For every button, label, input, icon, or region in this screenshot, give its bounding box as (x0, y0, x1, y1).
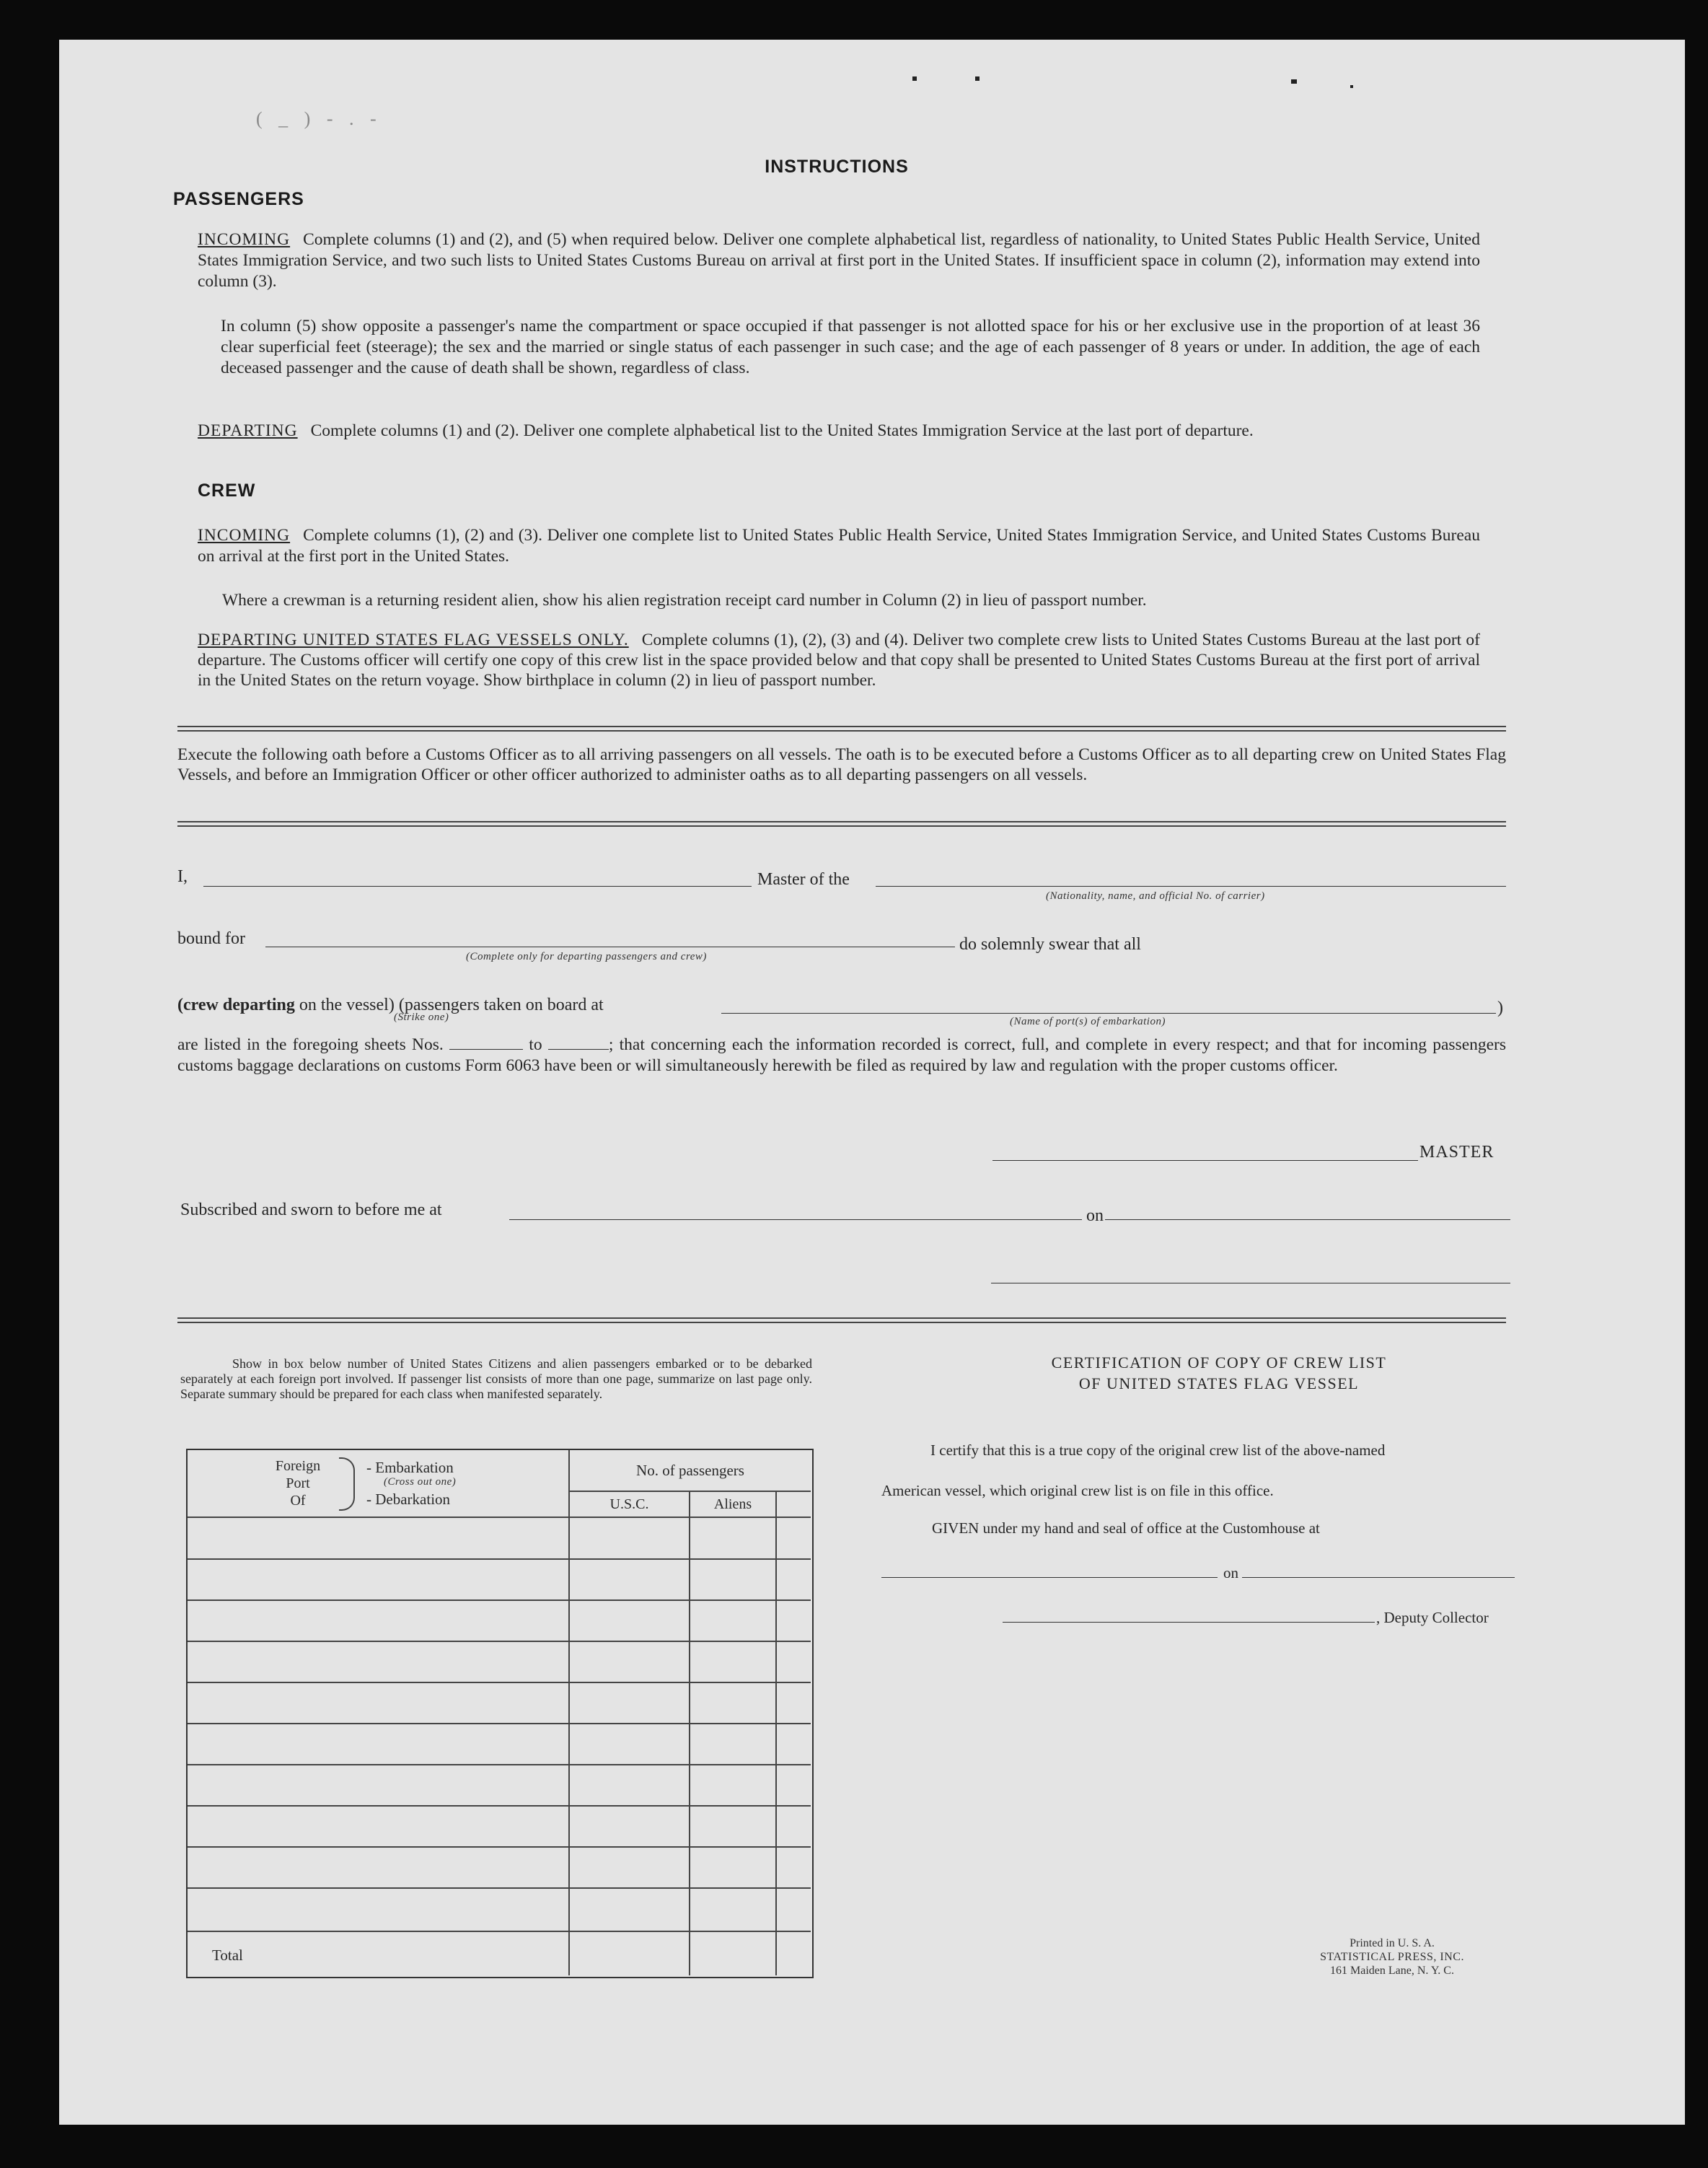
carrier-field[interactable] (876, 886, 1506, 887)
master-name-field[interactable] (203, 886, 752, 887)
crew-resident-paragraph: Where a crewman is a returning resident alien, show his alien registration receipt card number in Column (2) in lieu of passport number. (222, 591, 1147, 610)
cross-out-caption: (Cross out one) (384, 1476, 457, 1488)
subscribed-place-field[interactable] (509, 1219, 1082, 1220)
section-divider (177, 1317, 1506, 1323)
brace-icon (339, 1457, 355, 1511)
ink-dot (1291, 79, 1297, 84)
certification-on-label: on (1223, 1564, 1238, 1581)
crew-departing-paragraph (198, 630, 1480, 690)
sheet-from-field[interactable] (449, 1036, 523, 1050)
aliens-header: Aliens (713, 1496, 752, 1512)
certification-title: CERTIFICATION OF COPY OF CREW LIST OF UNITED STATES FLAG VESSEL (1051, 1353, 1387, 1392)
passengers-incoming-paragraph (198, 229, 1480, 292)
certification-date-field[interactable] (1242, 1577, 1515, 1578)
deputy-collector-label: , Deputy Collector (1376, 1609, 1489, 1626)
summary-note: Show in box below number of United States Citizens and alien passengers embarked or to be debarked separately at each foreign port involved. If passenger list consists of more than one page, summarize on last page only. Separate summary should be prepared for each class when manifested separately. (180, 1356, 812, 1401)
oath-body (177, 1035, 1506, 1076)
embarkation-label: - Embarkation (366, 1459, 454, 1476)
no-passengers-header: No. of passengers (636, 1462, 744, 1479)
certification-line-3: GIVEN under my hand and seal of office at the Customhouse at (932, 1519, 1320, 1537)
deputy-signature-field[interactable] (1003, 1622, 1375, 1623)
crew-incoming-text: Complete columns (1), (2) and (3). Deliver one complete list to United States Public Health Service, United States Immigration Service, and United States Customs Bureau on arrival at the first port in the United States. (198, 526, 1480, 566)
crew-departing-text: Complete columns (1), (2), (3) and (4). Deliver two complete crew lists to United States Customs Bureau at the last port of departure. The Customs officer will certify one copy of this crew list in the space provided below and that copy shall be presented to United States Customs Bureau at the first port of arrival in the United States on the return voyage. Show birthplace in column (2) in lieu of passport number. (198, 631, 1480, 690)
total-label: Total (212, 1947, 243, 1964)
port-embarkation-field[interactable] (721, 1013, 1496, 1014)
bound-for-caption: (Complete only for departing passengers and crew) (466, 951, 707, 962)
certification-line-2: American vessel, which original crew list is on file in this office. (881, 1482, 1274, 1499)
passengers-heading: PASSENGERS (173, 189, 304, 209)
ink-dot (912, 76, 917, 81)
top-marks: ( _ ) - . - (256, 108, 382, 129)
crew-departing-lead: DEPARTING UNITED STATES FLAG VESSELS ONLY. (198, 631, 629, 649)
passengers-incoming-lead: INCOMING (198, 230, 291, 249)
swear-label: do solemnly swear that all (959, 935, 1141, 954)
close-paren: ) (1497, 999, 1503, 1017)
master-of-label: Master of the (757, 870, 850, 889)
on-vessel-label: on the vessel) (passengers taken on board at (299, 996, 604, 1014)
foreign-port-label: Foreign Port Of (275, 1458, 321, 1509)
subscribed-on-label: on (1086, 1206, 1104, 1225)
oath-body-tail: ; that concerning each the information recorded is correct, full, and complete in every respect; and that for incoming passengers customs baggage declarations on customs Form 6063 have been or will simultaneously herewith be filed as required by law and regulation with the proper customs officer. (177, 1035, 1507, 1075)
debarkation-label: - Debarkation (366, 1491, 451, 1508)
passenger-summary-table (186, 1449, 814, 1978)
to-label: to (529, 1035, 542, 1054)
crew-departing-label: (crew departing (177, 996, 295, 1014)
crew-incoming-paragraph (198, 525, 1480, 567)
usc-header: U.S.C. (609, 1496, 649, 1512)
subscribed-label: Subscribed and sworn to before me at (180, 1201, 442, 1219)
customhouse-place-field[interactable] (881, 1577, 1218, 1578)
oath-strike-line (177, 996, 604, 1015)
passengers-departing-lead: DEPARTING (198, 421, 298, 440)
oath-i-label: I, (177, 867, 188, 886)
passengers-incoming-text: Complete columns (1) and (2), and (5) when required below. Deliver one complete alphabetical list, regardless of nationality, to United States Public Health Service, United States Immigration Service, and two such lists to United States Customs Bureau on arrival at first port in the United States. If insufficient space in column (2), information may extend into column (3). (198, 230, 1480, 291)
oath-instructions: Execute the following oath before a Customs Officer as to all arriving passengers on all vessels. The oath is to be executed before a Customs Officer as to all departing crew on United States Flag Vessels, and before an Immigration Officer or other officer authorized to administer oaths as to all departing passengers on all vessels. (177, 745, 1506, 784)
master-signature-field[interactable] (992, 1160, 1418, 1161)
ink-dot (1350, 85, 1353, 88)
carrier-caption: (Nationality, name, and official No. of carrier) (1046, 890, 1265, 902)
listed-label: are listed in the foregoing sheets Nos. (177, 1035, 444, 1054)
section-divider (177, 726, 1506, 732)
printer-imprint: Printed in U. S. A. STATISTICAL PRESS, INC. 161 Maiden Lane, N. Y. C. (1320, 1937, 1464, 1977)
certification-line-1: I certify that this is a true copy of the original crew list of the above-named (930, 1441, 1386, 1459)
sheet-to-field[interactable] (548, 1036, 609, 1050)
section-divider (177, 821, 1506, 827)
strike-one-caption: (Strike one) (394, 1011, 449, 1023)
passengers-departing-text: Complete columns (1) and (2). Deliver one complete alphabetical list to the United States Immigration Service at the last port of departure. (310, 421, 1254, 440)
bound-for-label: bound for (177, 929, 245, 948)
crew-heading: CREW (198, 480, 256, 501)
subscribed-date-field[interactable] (1105, 1219, 1510, 1220)
crew-incoming-lead: INCOMING (198, 526, 291, 545)
passengers-column5-paragraph: In column (5) show opposite a passenger's name the compartment or space occupied if that passenger is not allotted space for his or her exclusive use in the proportion of at least 36 clear superficial feet (steerage); the sex and the married or single status of each passenger in such case; and the age of each passenger of 8 years or under. In addition, the age of each deceased passenger and the cause of death shall be shown, regardless of class. (221, 317, 1480, 377)
page-title: INSTRUCTIONS (765, 157, 909, 177)
master-label: MASTER (1419, 1143, 1494, 1162)
ink-dot (975, 76, 980, 81)
port-caption: (Name of port(s) of embarkation) (1010, 1016, 1166, 1027)
passengers-departing-paragraph (198, 421, 1480, 442)
